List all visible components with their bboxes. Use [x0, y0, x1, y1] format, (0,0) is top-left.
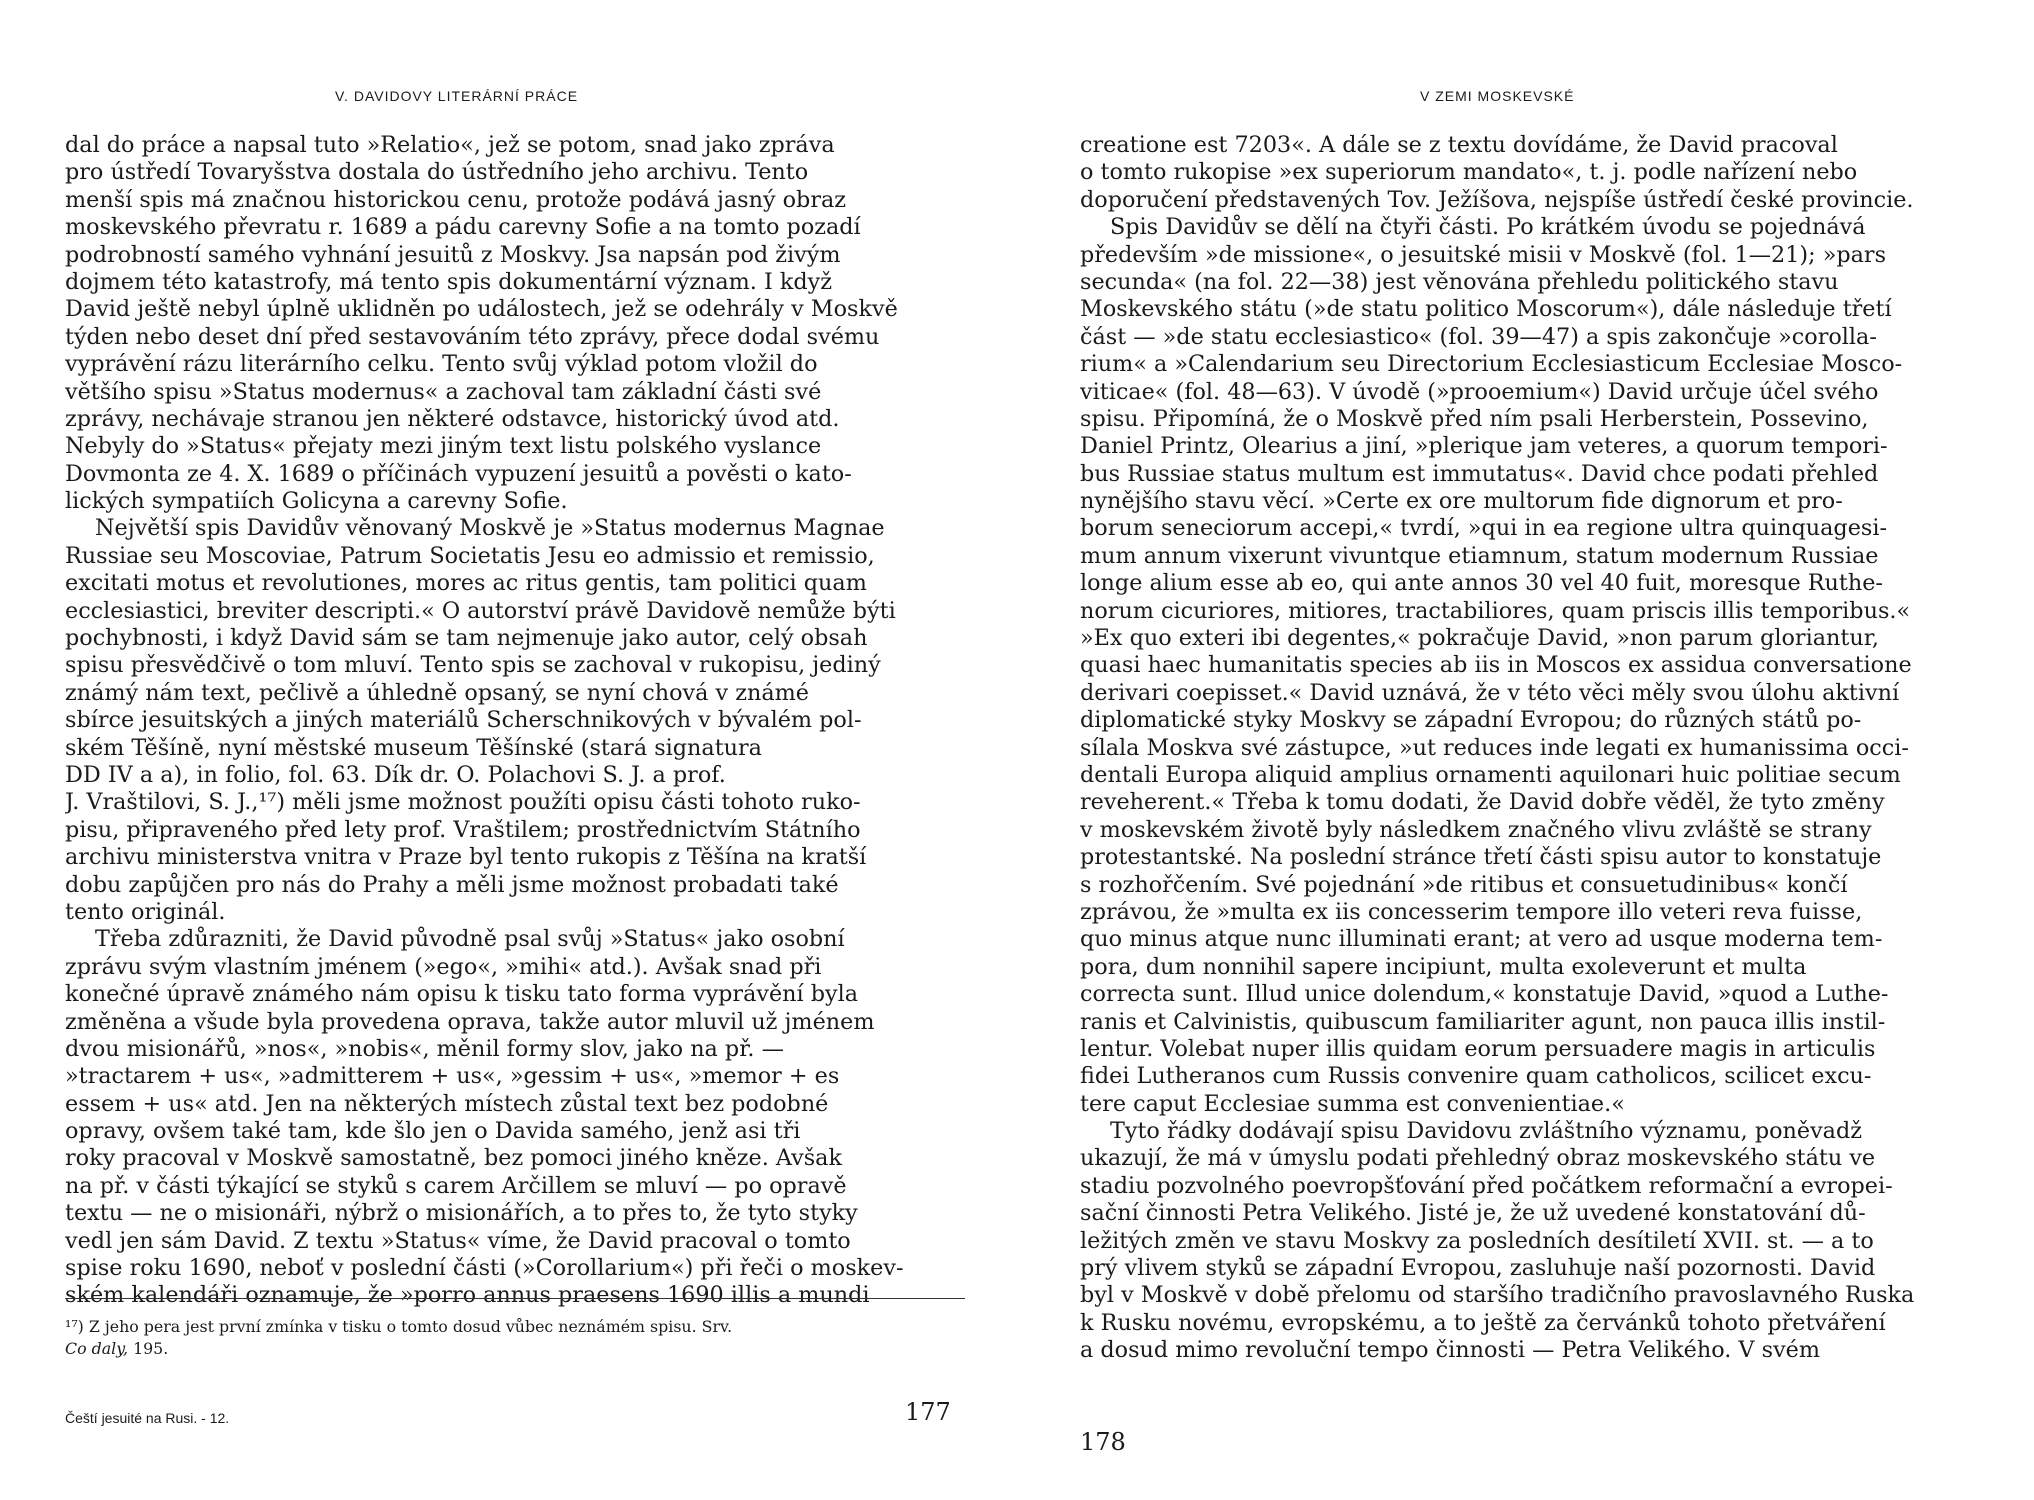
text-line: známý nám text, pečlivě a úhledně opsaný, se nyní chová v známé	[65, 679, 809, 706]
text-line: sílala Moskva své zástupce, »ut reduces inde legati ex humanissima occi-	[1080, 734, 1909, 761]
text-line: correcta sunt. Illud unice dolendum,« konstatuje David, »quod a Luthe-	[1080, 981, 1889, 1008]
text-line: dojmem této katastrofy, má tento spis dokumentární význam. I když	[65, 268, 832, 295]
text-line: secunda« (na fol. 22—38) jest věnována přehledu politického stavu	[1080, 268, 1839, 295]
text-line: vyprávění rázu literárního celku. Tento svůj výklad potom vložil do	[65, 351, 818, 378]
text-line: Nebyly do »Status« přejaty mezi jiným text listu polského vyslance	[65, 433, 822, 460]
text-line: derivari coepisset.« David uznává, že v této věci měly svou úlohu aktivní	[1080, 679, 1900, 706]
text-line: vedl jen sám David. Z textu »Status« víme, že David pracoval o tomto	[65, 1227, 851, 1254]
text-line: konečné úpravě známého nám opisu k tisku tato forma vyprávění byla	[65, 981, 859, 1008]
text-line: doporučení představených Tov. Ježíšova, nejspíše ústředí české provincie.	[1080, 186, 1914, 213]
text-line: tere caput Ecclesiae summa est convenientiae.«	[1080, 1090, 1625, 1117]
text-line: ranis et Calvinistis, quibuscum familiariter agunt, non pauca illis instil-	[1080, 1008, 1886, 1035]
text-line: reveherent.« Třeba k tomu dodati, že David dobře věděl, že tyto změny	[1080, 789, 1885, 816]
footnote-source-page: 195.	[128, 1339, 169, 1358]
text-line: Tyto řádky dodávají spisu Davidovu zvláštního významu, poněvadž	[1110, 1118, 1862, 1145]
text-line: longe alium esse ab eo, qui ante annos 30 vel 40 fuit, moresque Ruthe-	[1080, 570, 1883, 597]
text-line: Moskevského státu (»de statu politico Moscorum«), dále následuje třetí	[1080, 296, 1892, 323]
text-line: diplomatické styky Moskvy se západní Evropou; do různých států po-	[1080, 707, 1862, 734]
text-line: dobu zapůjčen pro nás do Prahy a měli jsme možnost probadati také	[65, 871, 839, 898]
text-line: rium« a »Calendarium seu Directorium Ecclesiasticum Ecclesiae Mosco-	[1080, 351, 1903, 378]
left-page	[0, 0, 1010, 1500]
text-line: bus Russiae status multum est immutatus«. David chce podati přehled	[1080, 460, 1879, 487]
text-line: na př. v části týkající se styků s carem Arčillem se mluví — po opravě	[65, 1172, 847, 1199]
page-number-right: 178	[1080, 1428, 1126, 1456]
text-line: zprávou, že »multa ex iis concesserim tempore illo veteri reva fuisse,	[1080, 898, 1863, 925]
text-line: archivu ministerstva vnitra v Praze byl tento rukopis z Těšína na kratší	[65, 844, 867, 871]
text-line: Dovmonta ze 4. X. 1689 o příčinách vypuzení jesuitů a pověsti o kato-	[65, 460, 852, 487]
text-line: pro ústředí Tovaryšstva dostala do ústředního jeho archivu. Tento	[65, 159, 809, 186]
text-line: a dosud mimo revoluční tempo činnosti — Petra Velikého. V svém	[1080, 1337, 1820, 1364]
text-line: spisu. Připomíná, že o Moskvě před ním psali Herberstein, Possevino,	[1080, 405, 1869, 432]
text-line: byl v Moskvě v době přelomu od staršího tradičního pravoslavného Ruska	[1080, 1282, 1915, 1309]
text-line: pochybnosti, i když David sám se tam nejmenuje jako autor, celý obsah	[65, 625, 868, 652]
footnote-text: ¹⁷) Z jeho pera jest první zmínka v tisku o tomto dosud vůbec neznámém spisu. Srv.	[65, 1317, 733, 1336]
text-line: ležitých změn ve stavu Moskvy za posledních desítiletí XVII. st. — a to	[1080, 1227, 1874, 1254]
text-line: J. Vraštilovi, S. J.,¹⁷) měli jsme možnost použíti opisu části tohoto ruko-	[65, 789, 861, 816]
running-head-left: V. DAVIDOVY LITERÁRNÍ PRÁCE	[335, 88, 579, 104]
text-line: dal do práce a napsal tuto »Relatio«, jež se potom, snad jako zpráva	[65, 132, 835, 158]
text-line: k Rusku novému, evropskému, a to ještě za červánků tohoto přetváření	[1080, 1309, 1886, 1336]
text-line: ském Těšíně, nyní městské museum Těšínské (stará signatura	[65, 734, 762, 761]
text-line: borum seneciorum accepi,« tvrdí, »qui in ea regione ultra quinquagesi-	[1080, 515, 1887, 542]
text-line: část — »de statu ecclesiastico« (fol. 39—47) a spis zakončuje »corolla-	[1080, 323, 1877, 350]
text-line: lentur. Volebat nuper illis quidam eorum persuadere magis in articulis	[1080, 1035, 1876, 1062]
body-text-right	[1080, 132, 1985, 1365]
text-line: dentali Europa aliquid amplius ornamenti aquilonari huic politiae secum	[1080, 761, 1901, 788]
text-line: nynějšího stavu věcí. »Certe ex ore multorum fide dignorum et pro-	[1080, 488, 1843, 515]
text-line: spise roku 1690, neboť v poslední části (»Corollarium«) při řeči o moskev-	[65, 1255, 904, 1282]
footnote-rule	[65, 1298, 965, 1299]
text-line: ukazují, že má v úmyslu podati přehledný obraz moskevského státu ve	[1080, 1145, 1876, 1172]
text-line: stadiu pozvolného poevropšťování před počátkem reformační a evropei-	[1080, 1172, 1893, 1199]
text-line: moskevského převratu r. 1689 a pádu carevny Sofie a na tomto pozadí	[65, 214, 861, 241]
text-line: ecclesiastici, breviter descripti.« O autorství právě Davidově nemůže býti	[65, 597, 896, 624]
text-line: viticae« (fol. 48—63). V úvodě (»prooemium«) David určuje účel svého	[1080, 378, 1879, 405]
text-line: fidei Lutheranos cum Russis convenire quam catholicos, scilicet excu-	[1080, 1063, 1872, 1090]
text-line: dvou misionářů, »nos«, »nobis«, měnil formy slov, jako na př. —	[65, 1035, 784, 1062]
text-line: Spis Davidův se dělí na čtyři části. Po krátkém úvodu se pojednává	[1110, 214, 1866, 241]
text-line: quasi haec humanitatis species ab iis in Moscos ex assidua conversatione	[1080, 652, 1912, 679]
text-line: týden nebo deset dní před sestavováním této zprávy, přece dodal svému	[65, 323, 880, 350]
text-line: Daniel Printz, Olearius a jiní, »plerique jam veteres, a quorum tempori-	[1080, 433, 1888, 460]
page-number-left: 177	[905, 1398, 951, 1426]
text-line: změněna a všude byla provedena oprava, takže autor mluvil už jménem	[65, 1008, 875, 1035]
running-head-right: V ZEMI MOSKEVSKÉ	[1420, 88, 1575, 104]
text-line: David ještě nebyl úplně uklidněn po událostech, jež se odehrály v Moskvě	[65, 296, 898, 323]
text-line: Russiae seu Moscoviae, Patrum Societatis Jesu eo admissio et remissio,	[65, 542, 875, 569]
text-line: především »de missione«, o jesuitské misii v Moskvě (fol. 1—21); »pars	[1080, 241, 1887, 268]
print-signature: Čeští jesuité na Rusi. - 12.	[65, 1410, 230, 1426]
text-line: spisu přesvědčivě o tom mluví. Tento spis se zachoval v rukopisu, jediný	[65, 652, 881, 679]
body-text-left	[65, 132, 965, 1310]
text-line: DD IV a a), in folio, fol. 63. Dík dr. O. Polachovi S. J. a prof.	[65, 761, 726, 788]
text-line: »Ex quo exteri ibi degentes,« pokračuje David, »non parum gloriantur,	[1080, 625, 1879, 652]
text-line: norum cicuriores, mitiores, tractabiliores, quam priscis illis temporibus.«	[1080, 597, 1911, 624]
text-line: essem + us« atd. Jen na některých místech zůstal text bez podobné	[65, 1090, 829, 1117]
text-line: většího spisu »Status modernus« a zachoval tam základní části své	[65, 378, 822, 405]
text-line: excitati motus et revolutiones, mores ac ritus gentis, tam politici quam	[65, 570, 867, 597]
text-line: zprávy, nechávaje stranou jen některé odstavce, historický úvod atd.	[65, 405, 840, 432]
text-line: Třeba zdůrazniti, že David původně psal svůj »Status« jako osobní	[95, 926, 845, 953]
text-line: creatione est 7203«. A dále se z textu dovídáme, že David pracoval	[1080, 132, 1838, 158]
text-line: pora, dum nonnihil sapere incipiunt, multa exoleverunt et multa	[1080, 953, 1807, 980]
text-line: Největší spis Davidův věnovaný Moskvě je »Status modernus Magnae	[95, 515, 885, 542]
right-page	[1025, 0, 2034, 1500]
text-line: lických sympatiích Golicyna a carevny Sofie.	[65, 488, 568, 515]
text-line: roky pracoval v Moskvě samostatně, bez pomoci jiného kněze. Avšak	[65, 1145, 842, 1172]
text-line: quo minus atque nunc illuminati erant; at vero ad usque moderna tem-	[1080, 926, 1883, 953]
footnote-source-title: Co daly,	[65, 1339, 129, 1358]
text-line: sační činnosti Petra Velikého. Jisté je, že už uvedené konstatování dů-	[1080, 1200, 1866, 1227]
text-line: podrobností samého vyhnání jesuitů z Moskvy. Jsa napsán pod živým	[65, 241, 841, 268]
text-line: s rozhořčením. Své pojednání »de ritibus et consuetudinibus« končí	[1080, 871, 1848, 898]
text-line: textu — ne o misionáři, nýbrž o misionářích, a to přes to, že tyto styky	[65, 1200, 858, 1227]
text-line: sbírce jesuitských a jiných materiálů Scherschnikových v bývalém pol-	[65, 707, 862, 734]
text-line: ském kalendáři oznamuje, že »porro annus praesens 1690 illis a mundi	[65, 1282, 870, 1309]
text-line: v moskevském životě byly následkem značného vlivu zvláště se strany	[1080, 816, 1872, 843]
footnote-reference	[65, 1338, 965, 1360]
text-line: pisu, připraveného před lety prof. Vraštilem; prostřednictvím Státního	[65, 816, 861, 843]
text-line: »tractarem + us«, »admitterem + us«, »gessim + us«, »memor + es	[65, 1063, 840, 1090]
text-line: protestantské. Na poslední stránce třetí části spisu autor to konstatuje	[1080, 844, 1882, 871]
text-line: zprávu svým vlastním jménem (»ego«, »mihi« atd.). Avšak snad při	[65, 953, 822, 980]
text-line: o tomto rukopise »ex superiorum mandato«, t. j. podle nařízení nebo	[1080, 159, 1858, 186]
text-line: opravy, ovšem také tam, kde šlo jen o Davida samého, jenž asi tři	[65, 1118, 801, 1145]
text-line: tento originál.	[65, 898, 226, 925]
text-line: menší spis má značnou historickou cenu, protože podává jasný obraz	[65, 186, 847, 213]
text-line: prý vlivem styků se západní Evropou, zasluhuje naší pozornosti. David	[1080, 1255, 1876, 1282]
text-line: mum annum vixerunt vivuntque etiamnum, statum modernum Russiae	[1080, 542, 1879, 569]
